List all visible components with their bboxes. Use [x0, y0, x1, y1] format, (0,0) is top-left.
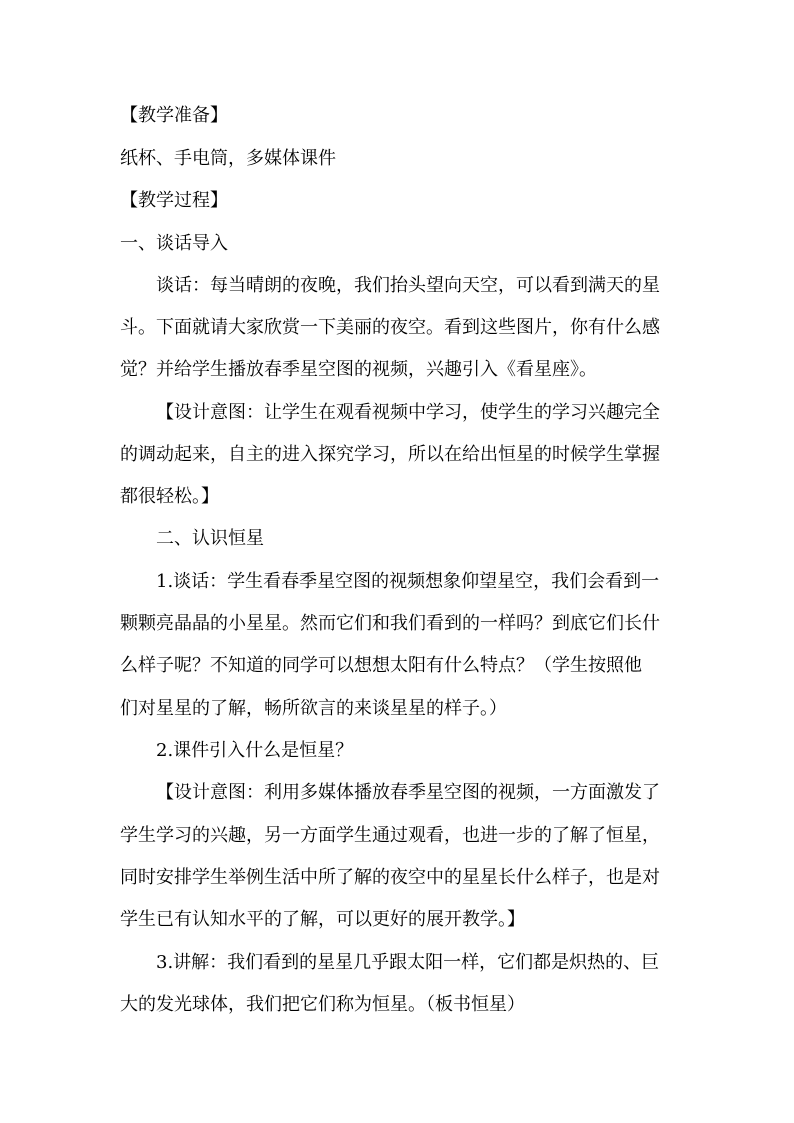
section-2-design-intent-line: 学生已有认知水平的了解，可以更好的展开教学。】: [120, 909, 525, 930]
section-2-item-3-line: 大的发光球体，我们把它们称为恒星。（板书恒星）: [120, 994, 525, 1015]
section-2-design-intent-line: 学生学习的兴趣，另一方面学生通过观看，也进一步的了解了恒星，: [120, 825, 660, 846]
section-2-item-1-line: 们对星星的了解，畅所欲言的来谈星星的样子。）: [120, 698, 507, 719]
section-1-design-intent-line: 都很轻松。】: [120, 486, 219, 507]
section-1-paragraph-line: 觉？并给学生播放春季星空图的视频，兴趣引入《看星座》。: [120, 359, 597, 380]
section-2-item-3-line: 3.讲解：我们看到的星星几乎跟太阳一样，它们都是炽热的、巨: [156, 952, 660, 973]
heading-teaching-preparation: 【教学准备】: [120, 105, 228, 126]
section-1-design-intent-line: 【设计意图：让学生在观看视频中学习，使学生的学习兴趣完全: [156, 402, 660, 423]
section-1-paragraph-line: 斗。下面就请大家欣赏一下美丽的夜空。看到这些图片，你有什么感: [120, 317, 660, 338]
section-2-title: 二、认识恒星: [156, 528, 264, 549]
heading-teaching-process: 【教学过程】: [120, 190, 228, 211]
section-2-design-intent-line: 【设计意图：利用多媒体播放春季星空图的视频，一方面激发了: [156, 782, 660, 803]
preparation-materials: 纸杯、手电筒，多媒体课件: [120, 148, 336, 169]
section-2-design-intent-line: 同时安排学生举例生活中所了解的夜空中的星星长什么样子，也是对: [120, 867, 660, 888]
section-2-item-1-line: 1.谈话：学生看春季星空图的视频想象仰望星空，我们会看到一: [156, 571, 660, 592]
section-1-design-intent-line: 的调动起来，自主的进入探究学习，所以在给出恒星的时候学生掌握: [120, 444, 660, 465]
section-2-item-1-line: 么样子呢？不知道的同学可以想想太阳有什么特点？（学生按照他: [120, 655, 642, 676]
section-2-item-2: 2.课件引入什么是恒星？: [156, 740, 354, 761]
section-1-title: 一、谈话导入: [120, 233, 228, 254]
section-2-item-1-line: 颗颗亮晶晶的小星星。然而它们和我们看到的一样吗？到底它们长什: [120, 613, 660, 634]
section-1-paragraph-line: 谈话：每当晴朗的夜晚，我们抬头望向天空，可以看到满天的星: [156, 275, 660, 296]
